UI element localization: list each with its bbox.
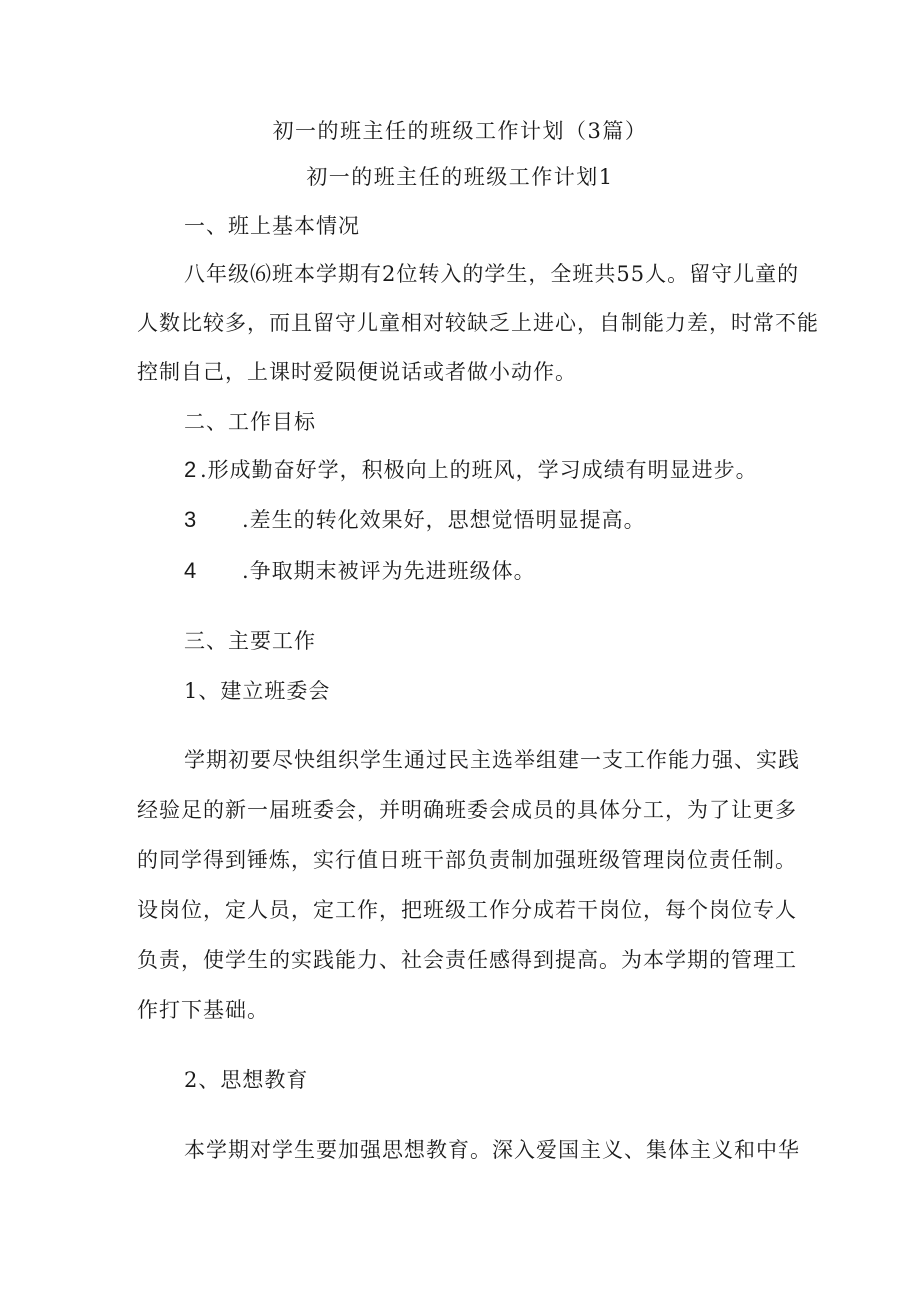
item1-paragraph-line: 作打下基础。 [137, 998, 269, 1022]
section2-heading: 二、工作目标 [184, 410, 316, 434]
goal-text: .差生的转化效果好，思想觉悟明显提高。 [242, 508, 646, 532]
item1-paragraph-line: 经验足的新一届班委会，并明确班委会成员的具体分工，为了让更多 [137, 798, 797, 822]
item1-paragraph-line: 设岗位，定人员，定工作，把班级工作分成若干岗位，每个岗位专人 [137, 898, 797, 922]
item1-paragraph-line: 负责，使学生的实践能力、社会责任感得到提高。为本学期的管理工 [137, 948, 797, 972]
section1-paragraph-line: 控制自己，上课时爱陨便说话或者做小动作。 [137, 360, 577, 384]
section1-paragraph-line: 八年级⑹班本学期有2位转入的学生，全班共55人。留守儿童的 [184, 262, 800, 286]
goal-number: 2 [184, 457, 198, 482]
section1-heading: 一、班上基本情况 [184, 214, 360, 238]
goal-item [184, 557, 536, 585]
item2-paragraph-line: 本学期对学生要加强思想教育。深入爱国主义、集体主义和中华 [184, 1138, 800, 1162]
item1-paragraph-line: 的同学得到锤炼，实行值日班干部负责制加强班级管理岗位责任制。 [137, 848, 797, 872]
document-title: 初一的班主任的班级工作计划（3篇） [272, 119, 648, 143]
goal-item [184, 456, 758, 484]
goal-item [184, 506, 646, 534]
item1-paragraph-line: 学期初要尽快组织学生通过民主选举组建一支工作能力强、实践 [184, 748, 800, 772]
goal-text: .争取期末被评为先进班级体。 [242, 559, 536, 583]
goal-number: 3 [184, 507, 198, 532]
goal-number: 4 [184, 558, 198, 583]
section3-heading: 三、主要工作 [184, 629, 316, 653]
document-subtitle: 初一的班主任的班级工作计划1 [306, 165, 614, 189]
item1-heading: 1、建立班委会 [184, 679, 331, 703]
item2-heading: 2、思想教育 [184, 1068, 309, 1092]
section1-paragraph-line: 人数比较多，而且留守儿童相对较缺乏上进心，自制能力差，时常不能 [137, 311, 819, 335]
goal-text: .形成勤奋好学，积极向上的班风，学习成绩有明显进步。 [200, 458, 758, 482]
